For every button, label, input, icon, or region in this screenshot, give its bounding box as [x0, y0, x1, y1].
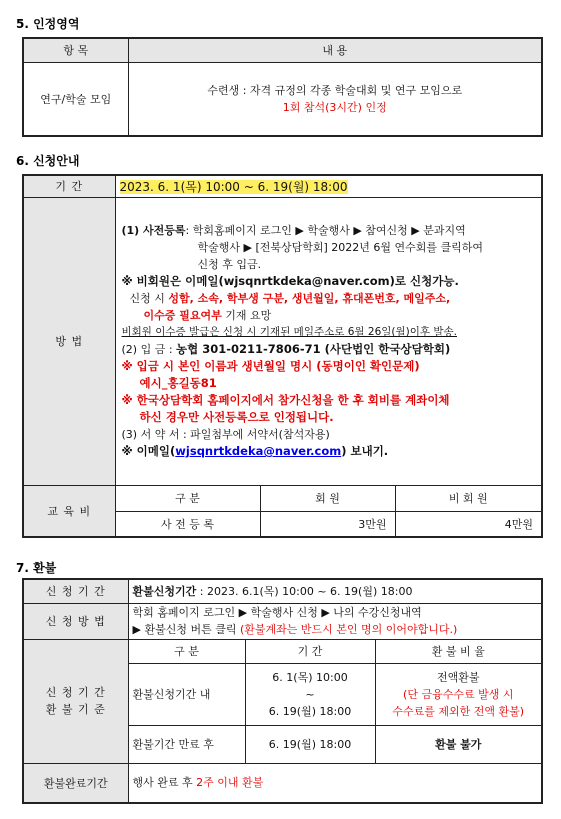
- nonmember-email[interactable]: wjsqnrtkdeka@naver.com: [223, 274, 390, 288]
- email-prefix: ※ 이메일(: [121, 444, 176, 458]
- criteria-label-line-2: 환 불 기 준: [45, 703, 106, 716]
- warning-2-line-1: ※ 한국상담학회 홈페이지에서 참가신청을 한 후 회비를 계좌이체: [121, 393, 450, 407]
- fee-col-category: 구 분: [115, 485, 260, 511]
- refund-row-2-period: 6. 19(월) 18:00: [245, 725, 375, 763]
- refund-row-1-rate-note-2: 수수료를 제외한 전액 환불): [392, 704, 525, 718]
- fee-nonmember-value: 4만원: [395, 511, 542, 537]
- refund-row-1-label: 환불신청기간 내: [128, 663, 245, 725]
- email-suffix: ) 보내기.: [341, 444, 389, 458]
- nonmember-prefix: ※ 비회원은 이메일(: [121, 274, 224, 288]
- pre-reg-text-2: 학술행사 ▶ [전북상담학회] 2022년 6월 연수회를 클릭하여: [197, 241, 484, 254]
- refund-row-2-rate: 환불 불가: [375, 725, 542, 763]
- refund-period-title: 환불신청기간: [132, 584, 197, 598]
- deposit-label: (2) 입 금 :: [121, 343, 173, 356]
- section-5-table: [22, 37, 543, 137]
- warning-1-line-1: ※ 입금 시 본인 이름과 생년월일 명시 (동명이인 확인문제): [121, 359, 420, 373]
- apply-cert-needed: 이수증 필요여부: [143, 309, 222, 322]
- fee-label: 교 육 비: [23, 485, 115, 537]
- row-content-research: [128, 62, 542, 136]
- fee-col-nonmember: 비 회 원: [395, 485, 542, 511]
- research-line-1: 수련생 : 자격 규정의 각종 학술대회 및 연구 모임으로: [207, 83, 463, 97]
- fee-col-member: 회 원: [260, 485, 395, 511]
- refund-row-1-period-start: 6. 1(목) 10:00: [272, 670, 348, 684]
- section-6-table: [22, 174, 543, 538]
- col-item-header: 항 목: [23, 38, 128, 62]
- section-7-table: [22, 578, 543, 804]
- apply-prefix: 신청 시: [129, 292, 169, 305]
- refund-col-period: 기 간: [245, 639, 375, 663]
- refund-col-rate: 환 불 비 율: [375, 639, 542, 663]
- col-content-header: 내 용: [128, 38, 542, 62]
- refund-criteria-label: [23, 639, 128, 763]
- refund-period-label: 신 청 기 간: [23, 579, 128, 603]
- period-value: 2023. 6. 1(목) 10:00 ~ 6. 19(월) 18:00: [119, 179, 348, 194]
- section-7-heading: 7. 환불: [16, 561, 57, 575]
- method-cell: [115, 197, 542, 485]
- pre-reg-text-3: 신청 후 입금.: [197, 258, 262, 271]
- method-label: 방 법: [23, 197, 115, 485]
- row-label-research: 연구/학술 모임: [23, 62, 128, 136]
- email-link[interactable]: wjsqnrtkdeka@naver.com: [175, 444, 342, 458]
- refund-row-1-period-sep: ~: [305, 687, 315, 701]
- refund-done-prefix: 행사 완료 후: [132, 776, 197, 790]
- refund-row-2-label: 환불기간 만료 후: [128, 725, 245, 763]
- apply-suffix: 기재 요망: [221, 309, 272, 322]
- refund-method-label: 신 청 방 법: [23, 603, 128, 639]
- refund-method-line-1: 학회 홈페이지 로그인 ▶ 학술행사 신청 ▶ 나의 수강신청내역: [132, 606, 422, 619]
- refund-row-1-rate: [375, 663, 542, 725]
- pre-reg-title: (1) 사전등록: [121, 224, 186, 237]
- research-line-2: 1회 참석(3시간) 인정: [282, 100, 387, 114]
- warning-1-line-2: 예시_홍길동81: [139, 376, 217, 390]
- refund-account-note: (환불계좌는 반드시 본인 명의 이어야합니다.): [239, 623, 458, 636]
- refund-method-cell: [128, 603, 542, 639]
- refund-done-cell: [128, 763, 542, 803]
- fee-row-pre-registration: 사 전 등 록: [115, 511, 260, 537]
- cert-note: 비회원 이수증 발급은 신청 시 기재된 메일주소로 6월 26일(월)이후 발송.: [121, 326, 457, 338]
- apply-required-fields: 성함, 소속, 학부생 구분, 생년월일, 휴대폰번호, 메일주소,: [168, 292, 451, 305]
- refund-done-period: 2주 이내 환불: [196, 776, 264, 790]
- period-cell: [115, 175, 542, 197]
- section-6-heading: 6. 신청안내: [16, 154, 80, 168]
- deposit-account: 농협 301-0211-7806-71 (사단법인 한국상담학회): [176, 342, 451, 356]
- period-label: 기 간: [23, 175, 115, 197]
- criteria-label-line-1: 신 청 기 간: [45, 686, 106, 699]
- refund-method-line-2: ▶ 환불신청 버튼 클릭: [132, 623, 240, 636]
- refund-row-1-period: [245, 663, 375, 725]
- refund-row-1-period-end: 6. 19(월) 18:00: [268, 704, 352, 718]
- refund-period-value: : 2023. 6.1(목) 10:00 ~ 6. 19(월) 18:00: [196, 584, 413, 598]
- refund-done-label: 환불완료기간: [23, 763, 128, 803]
- nonmember-suffix: )로 신청가능.: [389, 274, 459, 288]
- refund-col-category: 구 분: [128, 639, 245, 663]
- refund-period-cell: [128, 579, 542, 603]
- pre-reg-text-1: : 학회홈페이지 로그인 ▶ 학술행사 ▶ 참여신청 ▶ 분과지역: [185, 224, 466, 237]
- pledge-text: (3) 서 약 서 : 파일첨부에 서약서(참석자용): [121, 428, 330, 441]
- fee-member-value: 3만원: [260, 511, 395, 537]
- refund-row-1-rate-note-1: (단 금융수수료 발생 시: [403, 687, 514, 701]
- warning-2-line-2: 하신 경우만 사전등록으로 인정됩니다.: [139, 410, 334, 424]
- refund-row-1-rate-main: 전액환불: [436, 670, 480, 684]
- section-5-heading: 5. 인정영역: [16, 17, 80, 31]
